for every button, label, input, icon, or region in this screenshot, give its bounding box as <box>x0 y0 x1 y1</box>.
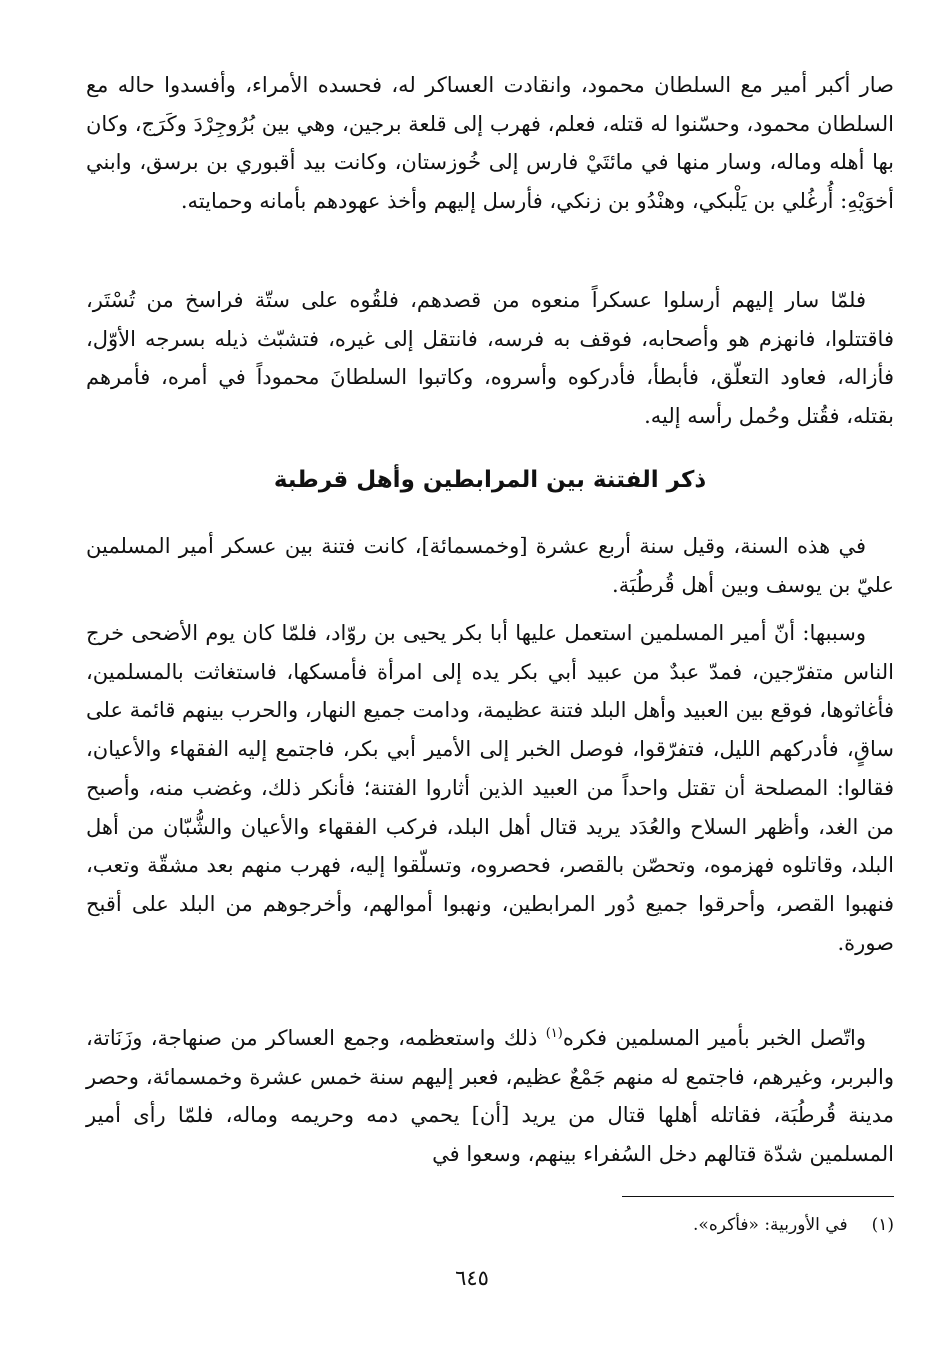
page-number: ٦٤٥ <box>455 1266 489 1290</box>
paragraph-5-rest: ذلك واستعظمه، وجمع العساكر من صنهاجة، وزَنَاتة، والبربر، وغيرهم، فاجتمع له منهم جَمْعٌ عظيم، فعبر إليهم سنة خمس عشرة وخمسمائة، وحصر مدينة قُرطُبَة، فقاتله أهلها قتال من يريد [أن] يحمي دمه وحريمه وماله، فلمّا رأى أمير المسلمين شدّة قتالهم دخل السُفراء بينهم، وسعوا في <box>86 1026 894 1167</box>
footnote-marker: (١) <box>545 1026 563 1041</box>
paragraph-4: وسببها: أنّ أمير المسلمين استعمل عليها أبا بكر يحيى بن روّاد، فلمّا كان يوم الأضحى خرج الناس متفرّجين، فمدّ عبدٌ من عبيد أبي بكر يده إلى امرأة فأمسكها، فاستغاثت بالمسلمين، فأغاثوها، فوقع بين العبيد وأهل البلد فتنة عظيمة، ودامت جميع النهار، والحرب بينهم قائمة على ساقٍ، فأدركهم الليل، فتفرّقوا، فوصل الخبر إلى الأمير أبي بكر، فاجتمع إليه الفقهاء والأعيان، فقالوا: المصلحة أن تقتل واحداً من العبيد الذين أثاروا الفتنة؛ فأنكر ذلك، وغضب منه، وأصبح من الغد، وأظهر السلاح والعُدَد يريد قتال أهل البلد، فركب الفقهاء والأعيان والشُّبّان من أهل البلد، وقاتلوه فهزموه، وتحصّن بالقصر، فحصروه، وتسلّقوا إليه، فهرب منهم بعد مشقّة وتعب، فنهبوا القصر، وأحرقوا جميع دُور المرابطين، ونهبوا أموالهم، وأخرجوهم من البلد على أقبح صورة. <box>86 621 894 955</box>
footnote-text: في الأوربية: «فأكره». <box>693 1215 848 1235</box>
footnote-divider <box>622 1196 894 1197</box>
paragraph-1: صار أكبر أمير مع السلطان محمود، وانقادت العساكر له، فحسده الأمراء، وأفسدوا حاله مع السلطان محمود، وحسّنوا له قتله، فعلم، فهرب إلى قلعة برجين، وهي بين بُرُوجِرْدَ وكَرَج، وكان بها أهله وماله، وسار منها في مائتَيْ فارس إلى خُوزستان، وكانت بيد أقبوري بن برسق، وابني أخوَيْهِ: أُرغُلي بن يَلْبكي، وهنْدُو بن زنكي، فأرسل إليهم وأخذ عهودهم بأمانه وحمايته. <box>86 73 894 214</box>
paragraph-2: فلمّا سار إليهم أرسلوا عسكراً منعوه من قصدهم، فلقُوه على ستّة فراسخ من تُسْتَر، فاقتتلوا، فانهزم هو وأصحابه، فوقف به فرسه، فانتقل إلى غيره، فتشبّث ذيله بسرجه الأوّل، فأزاله، فعاود التعلّق، فأبطأ، فأدركوه وأسروه، وكاتبوا السلطانَ محموداً في أمره، فأمرهم بقتله، فقُتل وحُمل رأسه إليه. <box>86 288 894 429</box>
section-heading: ذكر الفتنة بين المرابطين وأهل قرطبة <box>273 467 707 493</box>
paragraph-3: في هذه السنة، وقيل سنة أربع عشرة [وخمسمائة]، كانت فتنة بين عسكر أمير المسلمين عليّ بن يوسف وبين أهل قُرطُبَة. <box>86 534 894 597</box>
paragraph-5-start: واتّصل الخبر بأمير المسلمين فكره <box>562 1026 867 1050</box>
footnote <box>86 1212 894 1238</box>
footnote-number: (١) <box>871 1215 894 1235</box>
paragraph-5 <box>86 1015 894 1174</box>
